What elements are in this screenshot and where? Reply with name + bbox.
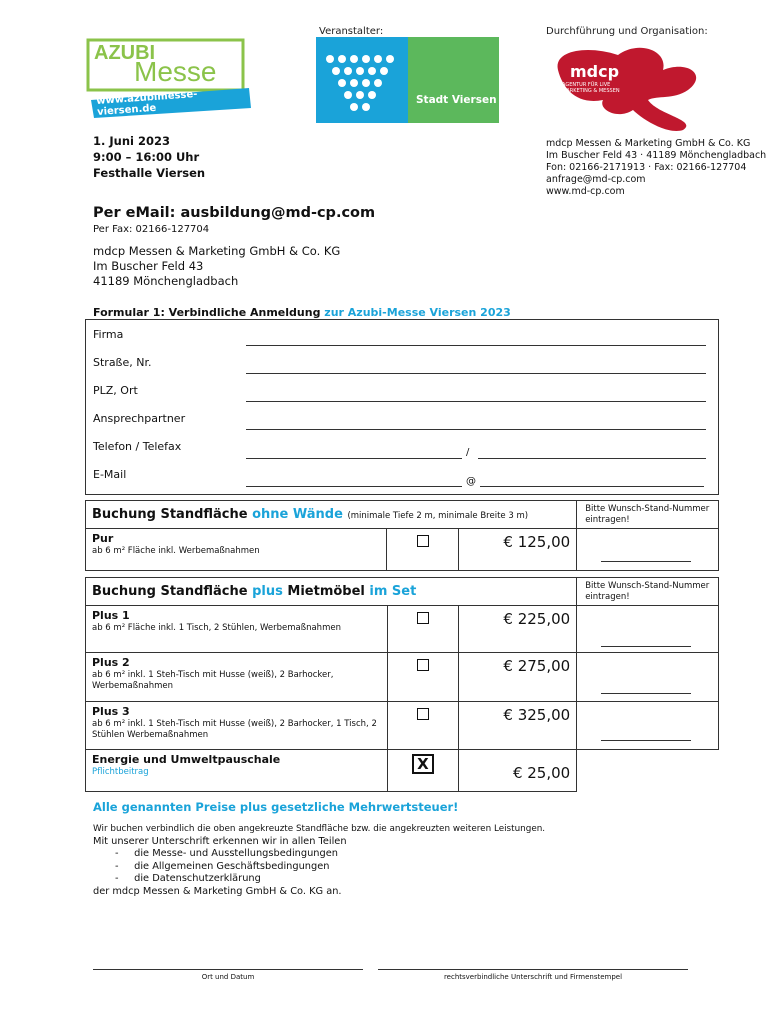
- wish-line: [601, 561, 691, 562]
- address-line: 41189 Mönchengladbach: [93, 274, 239, 288]
- wish-line: [601, 693, 691, 694]
- form-title-sub: zur Azubi-Messe Viersen 2023: [324, 306, 511, 319]
- terms-line-1: Wir buchen verbindlich die oben angekreuzte Standfläche bzw. die angekreuzten weiteren Leistungen.: [93, 824, 546, 834]
- event-venue: Festhalle Viersen: [93, 166, 206, 180]
- wish-input-pur[interactable]: [577, 529, 719, 571]
- row-desc: ab 6 m² Fläche inkl. Werbemaßnahmen: [92, 546, 260, 556]
- mdcp-logo-tagline: [562, 82, 620, 94]
- booking-table-2: [85, 577, 719, 792]
- terms-item: - die Messe- und Ausstellungsbedingungen: [115, 848, 338, 859]
- checkbox-empty-icon: [417, 535, 429, 547]
- field-label-plz-ort: PLZ, Ort: [93, 384, 138, 397]
- price-energy: € 25,00: [459, 750, 577, 792]
- row-name: Plus 3: [92, 705, 130, 718]
- booking2-row-plus2: [86, 653, 388, 702]
- stadt-viersen-logo: [316, 37, 499, 123]
- price-pur: € 125,00: [459, 529, 577, 571]
- field-input-telefax[interactable]: [478, 458, 706, 459]
- signature-line[interactable]: [378, 969, 688, 970]
- booking1-note: (minimale Tiefe 2 m, minimale Breite 3 m): [347, 511, 529, 521]
- place-date-label: Ort und Datum: [201, 973, 255, 981]
- row-name: Plus 2: [92, 656, 130, 669]
- azubi-logo-line2: Messe: [134, 56, 217, 87]
- event-time: 9:00 – 16:00 Uhr: [93, 150, 200, 164]
- row-name: Energie und Umweltpauschale: [92, 753, 281, 766]
- checkbox-plus2[interactable]: [387, 653, 459, 702]
- booking2-title-a: Buchung Standfläche: [92, 584, 248, 599]
- fax-number: Per Fax: 02166-127704: [93, 224, 210, 235]
- signature-label: rechtsverbindliche Unterschrift und Firmenstempel: [443, 973, 623, 981]
- row-desc: ab 6 m² inkl. 1 Steh-Tisch mit Husse (weiß), 2 Barhocker, 1 Tisch, 2 Stühlen Werbemaßnahmen: [92, 719, 377, 740]
- field-label-email: E-Mail: [93, 468, 127, 481]
- price-plus2: € 275,00: [459, 653, 577, 702]
- field-input-telefon[interactable]: [246, 458, 462, 459]
- vat-note: Alle genannten Preise plus gesetzliche Mehrwertsteuer!: [93, 800, 459, 814]
- email-heading[interactable]: Per eMail: ausbildung@md-cp.com: [93, 205, 376, 221]
- mdcp-logo-name: mdcp: [570, 62, 620, 81]
- email-separator: @: [466, 476, 476, 487]
- row-desc: ab 6 m² inkl. 1 Steh-Tisch mit Husse (weiß), 2 Barhocker, Werbemaßnahmen: [92, 670, 334, 691]
- checkbox-plus1[interactable]: [387, 606, 459, 653]
- wish-input-plus2[interactable]: [577, 653, 719, 702]
- field-input-email-local[interactable]: [246, 486, 462, 487]
- field-input-plz-ort[interactable]: [246, 401, 706, 402]
- field-label-ansprechpartner: Ansprechpartner: [93, 412, 186, 425]
- row-note: Pflichtbeitrag: [92, 767, 149, 777]
- wish-input-plus1[interactable]: [577, 606, 719, 653]
- event-info: [93, 133, 205, 181]
- row-desc: ab 6 m² Fläche inkl. 1 Tisch, 2 Stühlen, Werbemaßnahmen: [92, 623, 341, 633]
- terms-item: - die Datenschutzerklärung: [115, 873, 261, 884]
- phone-separator: /: [466, 447, 470, 458]
- booking1-title-b: ohne Wände: [252, 507, 343, 522]
- checkbox-energy: [387, 750, 459, 792]
- execution-label: Durchführung und Organisation:: [546, 26, 708, 37]
- mdcp-tagline-2: MARKETING & MESSEN: [562, 88, 620, 94]
- energy-empty-cell: [577, 750, 719, 792]
- booking2-row-plus3: [86, 702, 388, 750]
- form-title: [93, 306, 511, 319]
- booking2-title-c: Mietmöbel: [287, 584, 365, 599]
- wish-input-plus3[interactable]: [577, 702, 719, 750]
- field-label-firma: Firma: [93, 328, 124, 341]
- terms-item-text: die Allgemeinen Geschäftsbedingungen: [134, 860, 330, 872]
- mdcp-tagline-1: AGENTUR FÜR LIVE: [562, 82, 611, 88]
- checkbox-plus3[interactable]: [387, 702, 459, 750]
- field-input-email-domain[interactable]: [480, 486, 704, 487]
- stadt-logo-text: Stadt Viersen: [416, 94, 497, 106]
- organizer-label: Veranstalter:: [319, 26, 384, 37]
- row-name: Pur: [92, 532, 114, 545]
- checkbox-checked-icon: X: [412, 754, 434, 774]
- booking1-wish-label: Bitte Wunsch-Stand-Nummer eintragen!: [577, 501, 719, 529]
- row-name: Plus 1: [92, 609, 130, 622]
- field-input-ansprechpartner[interactable]: [246, 429, 706, 430]
- terms-line-2: Mit unserer Unterschrift erkennen wir in allen Teilen: [93, 835, 347, 847]
- place-date-line[interactable]: [93, 969, 363, 970]
- mdcp-logo: [548, 40, 710, 132]
- terms-item-text: die Datenschutzerklärung: [134, 873, 261, 884]
- booking2-title-b: plus: [252, 584, 283, 599]
- field-label-strasse: Straße, Nr.: [93, 356, 152, 369]
- org-email-link[interactable]: anfrage@md-cp.com: [546, 174, 646, 185]
- wish-line: [601, 646, 691, 647]
- booking1-row-pur: [86, 529, 387, 571]
- booking2-title: [86, 578, 577, 606]
- booking2-title-d: im Set: [369, 584, 417, 599]
- checkbox-empty-icon: [417, 659, 429, 671]
- checkbox-pur[interactable]: [387, 529, 459, 571]
- field-input-strasse[interactable]: [246, 373, 706, 374]
- terms-line-3: der mdcp Messen & Marketing GmbH & Co. KG an.: [93, 885, 342, 897]
- address-line: mdcp Messen & Marketing GmbH & Co. KG: [93, 244, 341, 258]
- field-label-telefon: Telefon / Telefax: [93, 440, 182, 453]
- checkbox-empty-icon: [417, 612, 429, 624]
- checkbox-empty-icon: [417, 708, 429, 720]
- booking1-title-a: Buchung Standfläche: [92, 507, 248, 522]
- price-plus1: € 225,00: [459, 606, 577, 653]
- azubi-messe-logo: [86, 38, 251, 118]
- postal-address: [93, 244, 340, 289]
- contact-fields-box: [85, 319, 719, 495]
- field-input-firma[interactable]: [246, 345, 706, 346]
- wish-line: [601, 740, 691, 741]
- azubi-logo-line1: AZUBI: [94, 42, 156, 64]
- org-address-line: mdcp Messen & Marketing GmbH & Co. KG: [546, 138, 751, 149]
- booking2-wish-label: Bitte Wunsch-Stand-Nummer eintragen!: [577, 578, 719, 606]
- booking2-row-energy: [86, 750, 388, 792]
- terms-item-text: die Messe- und Ausstellungsbedingungen: [134, 848, 338, 859]
- organizer-address: [546, 138, 766, 198]
- org-website-link[interactable]: www.md-cp.com: [546, 186, 625, 197]
- booking2-row-plus1: [86, 606, 388, 653]
- booking-table-1: [85, 500, 719, 571]
- org-address-line: Fon: 02166-2171913 · Fax: 02166-127704: [546, 162, 747, 173]
- terms-text: [93, 823, 545, 898]
- address-line: Im Buscher Feld 43: [93, 259, 204, 273]
- azubi-logo-url: www.azubimesse-viersen.de: [96, 88, 198, 118]
- terms-item: - die Allgemeinen Geschäftsbedingungen: [115, 860, 330, 872]
- org-address-line: Im Buscher Feld 43 · 41189 Mönchengladbach: [546, 150, 767, 161]
- event-date: 1. Juni 2023: [93, 134, 170, 148]
- price-plus3: € 325,00: [459, 702, 577, 750]
- booking1-title: [86, 501, 577, 529]
- form-title-main: Formular 1: Verbindliche Anmeldung: [93, 306, 321, 319]
